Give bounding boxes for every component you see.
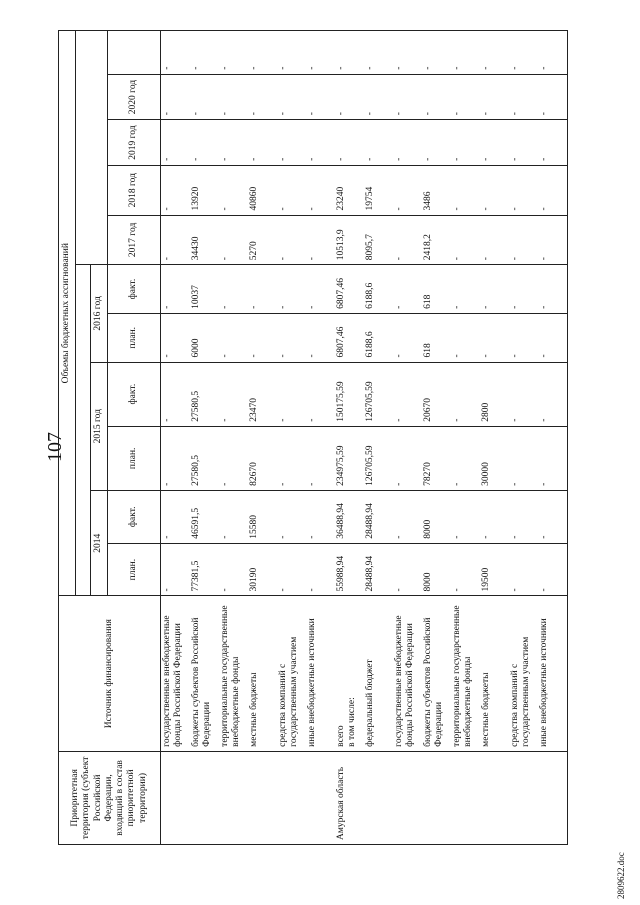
value-cell: - (393, 543, 422, 596)
header-plan-2016: план. (108, 313, 161, 362)
source-cell (335, 596, 364, 751)
value-cell: - (393, 74, 422, 120)
value-cell: - (277, 215, 306, 265)
value-cell: - (277, 362, 306, 426)
value-cell: - (306, 543, 335, 596)
source-cell (509, 596, 538, 751)
value-cell: - (161, 490, 191, 543)
value-cell: - (219, 543, 248, 596)
value-cell: - (451, 362, 480, 426)
value-cell: - (161, 426, 191, 490)
territory-cell (451, 751, 480, 844)
value-cell: - (393, 313, 422, 362)
source-label: иные внебюджетные источники (307, 618, 317, 747)
value-cell: - (509, 120, 538, 166)
territory-cell (190, 751, 219, 844)
value-cell: - (277, 490, 306, 543)
table-row (538, 31, 568, 845)
value-cell: 2800 (480, 362, 509, 426)
value-cell: 36488,94 (335, 490, 364, 543)
value-cell: - (509, 362, 538, 426)
value-cell: - (248, 74, 277, 120)
value-cell: - (480, 490, 509, 543)
value-cell: - (509, 165, 538, 215)
value-cell: - (422, 120, 451, 166)
value-cell: - (306, 120, 335, 166)
value-cell: - (538, 120, 568, 166)
value-cell: - (335, 31, 364, 75)
value-cell: - (161, 313, 191, 362)
value-cell: - (480, 313, 509, 362)
table-row (335, 31, 364, 845)
value-cell: 8095,7 (364, 215, 393, 265)
territory-cell (364, 751, 393, 844)
header-year-2020: 2020 год (108, 74, 161, 120)
value-cell: - (277, 313, 306, 362)
value-cell: - (509, 215, 538, 265)
source-label: местные бюджеты (481, 672, 491, 747)
value-cell: - (161, 31, 191, 75)
value-cell: 3486 (422, 165, 451, 215)
value-cell: 34430 (190, 215, 219, 265)
value-cell: - (364, 120, 393, 166)
value-cell: 6000 (190, 313, 219, 362)
source-cell (538, 596, 568, 751)
value-cell: 30000 (480, 426, 509, 490)
value-cell: 618 (422, 313, 451, 362)
source-cell (190, 596, 219, 751)
value-cell: - (451, 313, 480, 362)
territory-cell (219, 751, 248, 844)
source-cell (422, 596, 451, 751)
header-year-2018: 2018 год (108, 165, 161, 215)
value-cell: - (219, 426, 248, 490)
value-cell: - (219, 265, 248, 314)
territory-cell (393, 751, 422, 844)
value-cell: 20670 (422, 362, 451, 426)
value-cell: - (509, 490, 538, 543)
value-cell: 40860 (248, 165, 277, 215)
source-sublabel: в том числе: (347, 697, 358, 747)
value-cell: - (393, 31, 422, 75)
value-cell: - (277, 120, 306, 166)
value-cell: - (393, 120, 422, 166)
value-cell: 46591,5 (190, 490, 219, 543)
header-reported-years (76, 265, 91, 596)
header-year-2017: 2017 год (108, 215, 161, 265)
territory-cell (509, 751, 538, 844)
source-label: федеральный бюджет (365, 659, 375, 747)
value-cell: - (451, 265, 480, 314)
value-cell: 8000 (422, 543, 451, 596)
value-cell: - (538, 313, 568, 362)
value-cell: - (451, 74, 480, 120)
table-row (161, 31, 191, 845)
page-number: 107 (44, 432, 66, 462)
source-label: территориальные государственные внебюджетные фонды (452, 605, 474, 747)
value-cell: - (509, 74, 538, 120)
table-row (480, 31, 509, 845)
source-label: местные бюджеты (249, 672, 259, 747)
source-label: всего (336, 725, 346, 747)
value-cell: - (538, 490, 568, 543)
value-cell: - (509, 313, 538, 362)
value-cell: 126705,59 (364, 362, 393, 426)
value-cell: - (509, 543, 538, 596)
table-row (248, 31, 277, 845)
value-cell: 10037 (190, 265, 219, 314)
value-cell: - (335, 120, 364, 166)
source-cell (161, 596, 191, 751)
value-cell: - (161, 362, 191, 426)
territory-cell: Амурская область (335, 751, 364, 844)
value-cell: - (161, 74, 191, 120)
value-cell: 2418,2 (422, 215, 451, 265)
header-fact-2016: факт. (108, 265, 161, 314)
table-row (190, 31, 219, 845)
value-cell: - (451, 31, 480, 75)
table-row (509, 31, 538, 845)
source-label: средства компаний с государственным участием (278, 636, 300, 747)
value-cell: - (248, 120, 277, 166)
table-body (161, 31, 568, 845)
header-source: Источник финансирования (59, 596, 161, 751)
value-cell: - (306, 426, 335, 490)
document-code: 2809622.doc (616, 852, 626, 899)
value-cell: - (248, 313, 277, 362)
territory-cell (277, 751, 306, 844)
value-cell: - (219, 215, 248, 265)
value-cell: - (451, 426, 480, 490)
value-cell: - (161, 120, 191, 166)
source-cell (277, 596, 306, 751)
value-cell: - (451, 490, 480, 543)
value-cell: - (306, 165, 335, 215)
value-cell: - (509, 426, 538, 490)
value-cell: 19754 (364, 165, 393, 215)
value-cell: - (538, 215, 568, 265)
value-cell: - (393, 265, 422, 314)
value-cell: - (538, 74, 568, 120)
value-cell: - (509, 31, 538, 75)
value-cell: - (161, 165, 191, 215)
source-cell (480, 596, 509, 751)
value-cell: - (538, 543, 568, 596)
value-cell: - (219, 31, 248, 75)
value-cell: 13920 (190, 165, 219, 215)
value-cell: - (335, 74, 364, 120)
value-cell: - (509, 265, 538, 314)
value-cell: 8000 (422, 490, 451, 543)
value-cell: - (277, 165, 306, 215)
value-cell: - (161, 215, 191, 265)
source-cell (306, 596, 335, 751)
header-plan-2015: план. (108, 426, 161, 490)
table-row (306, 31, 335, 845)
header-year-2019: 2019 год (108, 120, 161, 166)
value-cell: - (277, 31, 306, 75)
value-cell: - (219, 74, 248, 120)
header-volumes: Объемы бюджетных ассигнований (59, 31, 76, 597)
value-cell: 19500 (480, 543, 509, 596)
value-cell: - (277, 426, 306, 490)
value-cell: 28488,94 (364, 490, 393, 543)
source-cell (393, 596, 422, 751)
value-cell: - (306, 362, 335, 426)
value-cell: - (393, 426, 422, 490)
value-cell: 5270 (248, 215, 277, 265)
value-cell: - (219, 490, 248, 543)
source-label: иные внебюджетные источники (539, 618, 549, 747)
value-cell: - (306, 490, 335, 543)
header-fact-2014: факт. (108, 490, 161, 543)
value-cell: - (219, 120, 248, 166)
value-cell: - (306, 74, 335, 120)
territory-cell (306, 751, 335, 844)
header-year-2015: 2015 год (91, 362, 108, 490)
value-cell: - (451, 120, 480, 166)
value-cell: - (364, 31, 393, 75)
value-cell: - (393, 362, 422, 426)
value-cell: 618 (422, 265, 451, 314)
value-cell: - (306, 215, 335, 265)
source-label: территориальные государственные внебюджетные фонды (220, 605, 242, 747)
value-cell: 77381,5 (190, 543, 219, 596)
header-year-2014: 2014 (91, 490, 108, 596)
value-cell: - (219, 313, 248, 362)
value-cell: - (538, 362, 568, 426)
value-cell: - (219, 165, 248, 215)
value-cell: - (248, 31, 277, 75)
value-cell: 27580,5 (190, 362, 219, 426)
table-row (451, 31, 480, 845)
table-row (277, 31, 306, 845)
value-cell: - (190, 120, 219, 166)
budget-table (58, 30, 568, 845)
territory-cell (538, 751, 568, 844)
value-cell: 234975,59 (335, 426, 364, 490)
value-cell: - (277, 265, 306, 314)
territory-cell (248, 751, 277, 844)
source-cell (451, 596, 480, 751)
value-cell: 23470 (248, 362, 277, 426)
value-cell: - (161, 265, 191, 314)
value-cell: - (219, 362, 248, 426)
value-cell: 78270 (422, 426, 451, 490)
header-year-2016: 2016 год (91, 265, 108, 362)
value-cell: - (480, 215, 509, 265)
value-cell: - (306, 31, 335, 75)
value-cell: - (451, 165, 480, 215)
value-cell: - (190, 31, 219, 75)
value-cell: - (161, 543, 191, 596)
source-label: бюджеты субъектов Российской Федерации (191, 617, 213, 747)
value-cell: 27580,5 (190, 426, 219, 490)
value-cell: 6807,46 (335, 265, 364, 314)
value-cell: - (538, 426, 568, 490)
value-cell: 6188,6 (364, 313, 393, 362)
value-cell: 150175,59 (335, 362, 364, 426)
value-cell: - (306, 265, 335, 314)
value-cell: - (538, 165, 568, 215)
source-label: государственные внебюджетные фонды Российской Федерации (394, 615, 416, 747)
territory-cell (422, 751, 451, 844)
source-cell (248, 596, 277, 751)
source-cell (219, 596, 248, 751)
value-cell: - (538, 265, 568, 314)
header-plan-2014: план. (108, 543, 161, 596)
value-cell: - (422, 31, 451, 75)
source-label: государственные внебюджетные фонды Российской Федерации (162, 615, 184, 747)
table-row (422, 31, 451, 845)
value-cell: - (306, 313, 335, 362)
value-cell: 6807,46 (335, 313, 364, 362)
value-cell: - (451, 215, 480, 265)
source-label: средства компаний с государственным участием (510, 636, 532, 747)
value-cell: - (538, 31, 568, 75)
value-cell: - (480, 165, 509, 215)
value-cell: - (248, 265, 277, 314)
territory-cell (480, 751, 509, 844)
value-cell: - (451, 543, 480, 596)
source-label: бюджеты субъектов Российской Федерации (423, 617, 445, 747)
value-cell: - (393, 215, 422, 265)
value-cell: - (480, 74, 509, 120)
value-cell: 82670 (248, 426, 277, 490)
table-row (393, 31, 422, 845)
value-cell: 10513,9 (335, 215, 364, 265)
value-cell: - (364, 74, 393, 120)
value-cell: 30190 (248, 543, 277, 596)
value-cell: - (422, 74, 451, 120)
table-row (219, 31, 248, 845)
value-cell: 28488,94 (364, 543, 393, 596)
header-fact-2015: факт. (108, 362, 161, 426)
value-cell: 15580 (248, 490, 277, 543)
value-cell: - (480, 120, 509, 166)
value-cell: 6188,6 (364, 265, 393, 314)
value-cell: - (393, 165, 422, 215)
table-row (364, 31, 393, 845)
territory-cell (161, 751, 191, 844)
source-cell (364, 596, 393, 751)
value-cell: - (277, 74, 306, 120)
header-blank (108, 31, 161, 75)
value-cell: 126705,59 (364, 426, 393, 490)
value-cell: - (277, 543, 306, 596)
value-cell: - (480, 265, 509, 314)
header-forecast-years (76, 31, 108, 265)
header-territory: Приоритетная территория (субъект Российской Федерации, входящий в состав приоритетной территории) (59, 751, 161, 844)
value-cell: - (190, 74, 219, 120)
value-cell: - (480, 31, 509, 75)
value-cell: - (393, 490, 422, 543)
value-cell: 23240 (335, 165, 364, 215)
value-cell: 55988,94 (335, 543, 364, 596)
